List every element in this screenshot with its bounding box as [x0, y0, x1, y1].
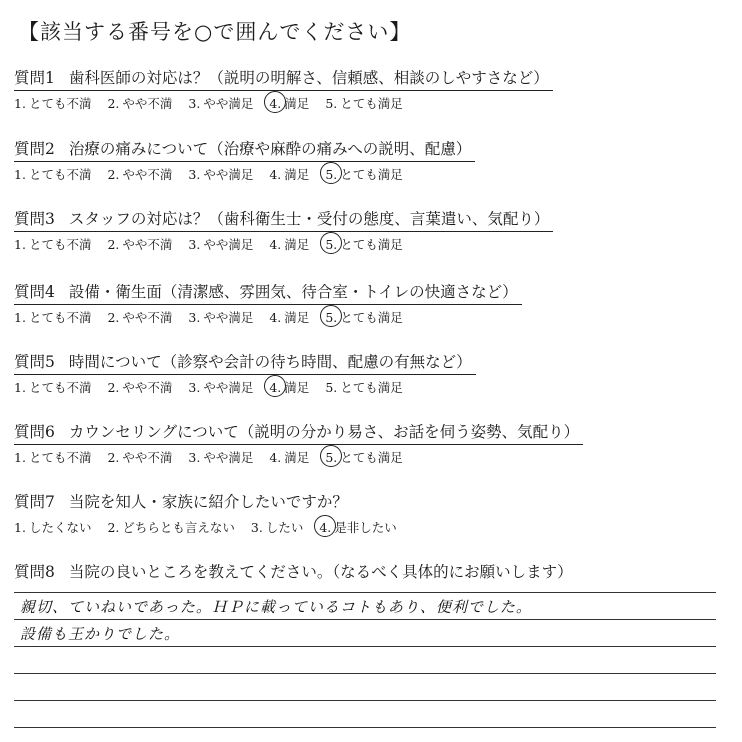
- answer-option: [269, 378, 309, 396]
- answer-option: [325, 308, 402, 326]
- question-6: [14, 420, 734, 466]
- question-text: 歯科医師の対応は？（説明の明解さ、信頼感、相談のしやすさなど）: [68, 69, 549, 87]
- option-label: どちらとも言えない: [122, 520, 235, 535]
- answer-options: [14, 518, 734, 536]
- answer-options: [14, 448, 734, 466]
- answer-option: [269, 94, 309, 112]
- answer-option: [107, 378, 172, 396]
- question-5: [14, 350, 734, 396]
- option-number: 4.: [269, 450, 282, 465]
- option-number: 3.: [188, 167, 201, 182]
- handwritten-answer-line-1: 親切、ていねいであった。ＨＰに載っているコトもあり、便利でした。: [20, 598, 532, 616]
- option-label: したくない: [28, 520, 92, 535]
- option-number: 5.: [325, 450, 338, 465]
- question-8: [14, 560, 734, 584]
- answer-rule: [14, 727, 716, 728]
- answer-option: [325, 94, 402, 112]
- question-number: 質問8: [14, 563, 55, 581]
- option-label: やや不満: [122, 450, 173, 465]
- question-number: 質問7: [14, 493, 55, 511]
- option-number: 5.: [325, 237, 338, 252]
- option-number: 4.: [269, 310, 282, 325]
- question-underline: [14, 231, 553, 233]
- question-text: 設備・衛生面（清潔感、雰囲気、待合室・トイレの快適さなど）: [68, 283, 518, 301]
- option-label: やや満足: [203, 380, 254, 395]
- question-underline: [14, 161, 475, 163]
- question-text: 当院を知人・家族に紹介したいですか？: [68, 493, 348, 511]
- answer-option: [107, 94, 172, 112]
- option-label: とても満足: [340, 450, 403, 465]
- answer-rule: [14, 700, 716, 701]
- question-heading: [14, 560, 573, 584]
- answer-rule: [14, 646, 716, 647]
- question-4: [14, 280, 734, 326]
- answer-option: [14, 378, 91, 396]
- question-3: [14, 207, 734, 253]
- question-heading: [14, 66, 549, 90]
- answer-option: [269, 448, 309, 466]
- option-label: 是非したい: [334, 520, 397, 535]
- option-number: 3.: [188, 380, 201, 395]
- question-text: 当院の良いところを教えてください。（なるべく具体的にお願いします）: [68, 563, 573, 581]
- option-number: 3.: [250, 520, 263, 535]
- question-7: [14, 490, 734, 536]
- option-label: やや満足: [203, 310, 254, 325]
- answer-option: [188, 378, 253, 396]
- option-label: とても不満: [28, 237, 92, 252]
- question-heading: [14, 350, 472, 374]
- option-label: とても不満: [28, 450, 92, 465]
- question-heading: [14, 490, 348, 514]
- question-number: 質問2: [14, 140, 55, 158]
- question-underline: [14, 90, 553, 92]
- answer-option: [269, 165, 309, 183]
- answer-option: [107, 518, 234, 536]
- option-label: やや不満: [122, 380, 173, 395]
- option-label: 満足: [284, 310, 310, 325]
- answer-options: [14, 94, 734, 112]
- answer-option: [269, 308, 309, 326]
- answer-option: [251, 518, 303, 536]
- answer-option: [188, 94, 253, 112]
- answer-option: [325, 378, 402, 396]
- answer-options: [14, 308, 734, 326]
- question-underline: [14, 304, 522, 306]
- option-label: やや不満: [122, 237, 173, 252]
- option-number: 3.: [188, 96, 201, 111]
- question-number: 質問6: [14, 423, 55, 441]
- option-number: 5.: [325, 167, 338, 182]
- option-number: 2.: [107, 380, 120, 395]
- answer-option: [188, 235, 253, 253]
- question-2: [14, 137, 734, 183]
- answer-rule: [14, 673, 716, 674]
- option-label: やや満足: [203, 96, 254, 111]
- option-label: とても不満: [28, 96, 92, 111]
- option-label: 満足: [284, 450, 310, 465]
- selected-circle-mark: [320, 305, 342, 327]
- option-label: とても満足: [340, 237, 403, 252]
- option-number: 4.: [319, 520, 332, 535]
- option-number: 3.: [188, 237, 201, 252]
- answer-option: [14, 308, 91, 326]
- option-label: とても満足: [340, 167, 403, 182]
- question-underline: [14, 374, 476, 376]
- option-number: 1.: [14, 450, 26, 465]
- selected-circle-mark: [320, 162, 342, 184]
- answer-option: [14, 94, 91, 112]
- answer-option: [188, 308, 253, 326]
- page-title: 【該当する番号を○で囲んでください】: [18, 20, 412, 44]
- answer-rule: [14, 619, 716, 620]
- answer-options: [14, 165, 734, 183]
- option-number: 2.: [107, 450, 120, 465]
- option-label: やや不満: [122, 310, 173, 325]
- option-label: 満足: [284, 380, 310, 395]
- option-label: やや満足: [203, 167, 254, 182]
- question-underline: [14, 444, 583, 446]
- option-label: とても満足: [340, 310, 403, 325]
- answer-option: [269, 235, 309, 253]
- answer-option: [107, 235, 172, 253]
- option-label: 満足: [284, 96, 310, 111]
- answer-option: [319, 518, 396, 536]
- option-number: 4.: [269, 96, 282, 111]
- selected-circle-mark: [320, 232, 342, 254]
- answer-option: [14, 235, 91, 253]
- option-number: 1.: [14, 520, 26, 535]
- option-label: やや満足: [203, 450, 254, 465]
- option-label: とても不満: [28, 310, 92, 325]
- answer-rule: [14, 592, 716, 593]
- option-number: 4.: [269, 380, 282, 395]
- answer-option: [14, 448, 91, 466]
- option-number: 5.: [325, 310, 338, 325]
- option-label: やや不満: [122, 167, 173, 182]
- question-text: 治療の痛みについて（治療や麻酔の痛みへの説明、配慮）: [68, 140, 472, 158]
- question-number: 質問5: [14, 353, 55, 371]
- answer-option: [107, 308, 172, 326]
- question-text: スタッフの対応は？（歯科衛生士・受付の態度、言葉遣い、気配り）: [68, 210, 550, 228]
- option-label: とても不満: [28, 167, 92, 182]
- option-number: 1.: [14, 237, 26, 252]
- answer-option: [14, 165, 91, 183]
- question-text: カウンセリングについて（説明の分かり易さ、お話を伺う姿勢、気配り）: [68, 423, 580, 441]
- answer-option: [325, 235, 402, 253]
- handwritten-answer-line-2: 設備も王かりでした。: [20, 625, 181, 643]
- question-heading: [14, 137, 471, 161]
- option-number: 5.: [325, 96, 338, 111]
- answer-option: [325, 165, 402, 183]
- option-number: 1.: [14, 96, 26, 111]
- option-number: 2.: [107, 167, 120, 182]
- option-label: 満足: [284, 167, 310, 182]
- option-label: したい: [265, 520, 304, 535]
- option-number: 2.: [107, 237, 120, 252]
- option-number: 1.: [14, 380, 26, 395]
- question-number: 質問1: [14, 69, 55, 87]
- option-number: 3.: [188, 450, 201, 465]
- option-number: 2.: [107, 520, 120, 535]
- question-1: [14, 66, 734, 112]
- option-label: やや満足: [203, 237, 254, 252]
- option-label: とても不満: [28, 380, 92, 395]
- answer-option: [107, 448, 172, 466]
- question-number: 質問4: [14, 283, 55, 301]
- option-number: 1.: [14, 167, 26, 182]
- answer-options: [14, 378, 734, 396]
- question-heading: [14, 280, 518, 304]
- option-number: 3.: [188, 310, 201, 325]
- answer-option: [14, 518, 91, 536]
- selected-circle-mark: [320, 445, 342, 467]
- option-label: 満足: [284, 237, 310, 252]
- question-text: 時間について（診察や会計の待ち時間、配慮の有無など）: [68, 353, 472, 371]
- option-label: とても満足: [340, 96, 403, 111]
- option-number: 5.: [325, 380, 338, 395]
- answer-option: [107, 165, 172, 183]
- answer-option: [188, 448, 253, 466]
- question-number: 質問3: [14, 210, 55, 228]
- answer-option: [325, 448, 402, 466]
- option-number: 2.: [107, 310, 120, 325]
- option-label: とても満足: [340, 380, 403, 395]
- option-number: 4.: [269, 167, 282, 182]
- answer-options: [14, 235, 734, 253]
- option-number: 2.: [107, 96, 120, 111]
- question-heading: [14, 207, 549, 231]
- option-label: やや不満: [122, 96, 173, 111]
- question-heading: [14, 420, 579, 444]
- option-number: 4.: [269, 237, 282, 252]
- answer-option: [188, 165, 253, 183]
- option-number: 1.: [14, 310, 26, 325]
